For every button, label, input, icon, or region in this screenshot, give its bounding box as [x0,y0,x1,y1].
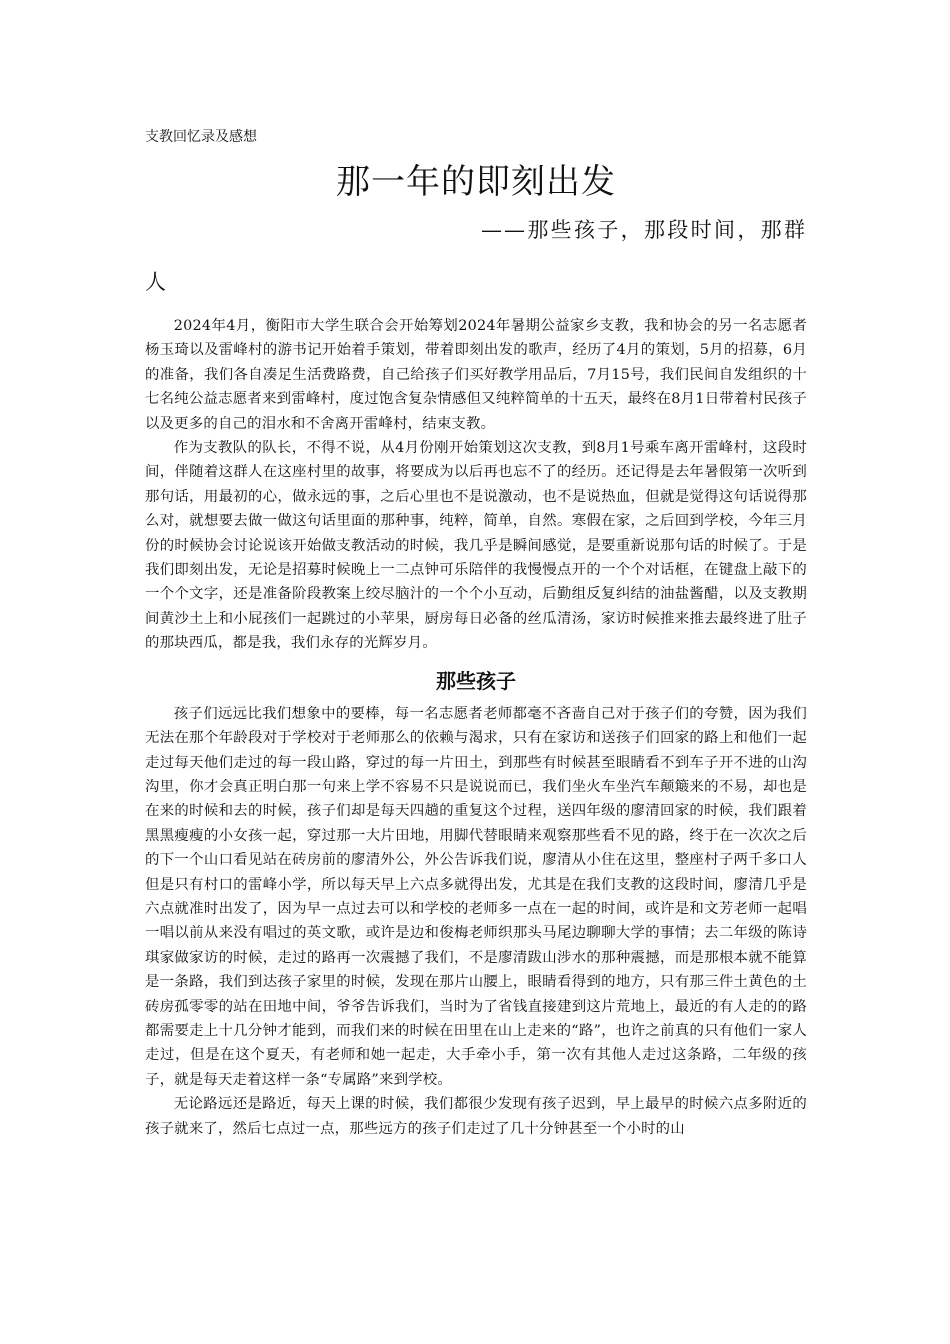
document-subtitle: ——那些孩子，那段时间，那群人 [145,218,807,294]
intro-paragraph: 作为支教队的队长，不得不说，从4月份刚开始策划这次支教，到8月1号乘车离开雷峰村，这段时间，伴随着这群人在这座村里的故事，将要成为以后再也忘不了的经历。还记得是去年暑假第一次听到那句话，用最初的心，做永远的事，之后心里也不是说激动，也不是说热血，但就是觉得这句话说得那么对，就想要去做一做这句话里面的那种事，纯粹，简单，自然。寒假在家，之后回到学校，今年三月份的时候协会讨论说该开始做支教活动的时候，我几乎是瞬间感觉，是要重新说那句话的时候了。于是我们即刻出发，无论是招募时候晚上一二点钟可乐陪伴的我慢慢点开的一个个对话框，在键盘上敲下的一个个文字，还是准备阶段教案上绞尽脑汁的一个个小互动，后勤组反复纠结的油盐酱醋，以及支教期间黄沙土上和小屁孩们一起跳过的小苹果，厨房每日必备的丝瓜清汤，家访时候推来推去最终进了肚子的那块西瓜，都是我，我们永存的光辉岁月。 [145,440,807,652]
section-paragraph: 孩子们远远比我们想象中的要棒，每一名志愿者老师都毫不吝啬自己对于孩子们的夸赞，因为我们无法在那个年龄段对于学校对于老师那么的依赖与渴求，只有在家访和送孩子们回家的路上和他们一起走过每天他们走过的每一段山路，穿过的每一片田土，到那些有时候甚至眼睛看不到车子开不进的山沟沟里，你才会真正明白那一句来上学不容易不只是说说而已，我们坐火车坐汽车颠簸来的不易，却也是在来的时候和去的时候，孩子们却是每天四趟的重复这个过程，送四年级的廖清回家的时候，我们跟着黑黑瘦瘦的小女孩一起，穿过那一大片田地，用脚代替眼睛来观察那些看不见的路，终于在一次次之后的下一个山口看见站在砖房前的廖清外公，外公告诉我们说，廖清从小住在这里，整座村子两千多口人但是只有村口的雷峰小学，所以每天早上六点多就得出发，尤其是在我们支教的这段时间，廖清几乎是六点就准时出发了，因为早一点过去可以和学校的老师多一点在一起的时间，或许是和文芳老师一起唱一唱以前从来没有唱过的英文歌，或许是边和俊梅老师织那头马尾边聊聊大学的事情；去二年级的陈诗琪家做家访的时候，走过的路再一次震撼了我们，不是廖清跋山涉水的那种震撼，而是那根本就不能算是一条路，我们到达孩子家里的时候，发现在那片山腰上，眼睛看得到的地方，只有那三件土黄色的土砖房孤零零的站在田地中间，爷爷告诉我们，当时为了省钱直接建到这片荒地上，最近的有人走的的路都需要走上十几分钟才能到，而我们来的时候在田里在山上走来的“路”，也许之前真的只有他们一家人走过，但是在这个夏天，有老师和她一起走，大手牵小手，第一次有其他人走过这条路，二年级的孩子，就是每天走着这样一条“专属路”来到学校。 [145,705,807,1088]
document-title: 那一年的即刻出发 [336,162,616,202]
intro-paragraph: 2024年4月，衡阳市大学生联合会开始筹划2024年暑期公益家乡支教，我和协会的另一名志愿者杨玉琦以及雷峰村的游书记开始着手策划，带着即刻出发的歌声，经历了4月的策划，5月的招募，6月的准备，我们各自凑足生活费路费，自己给孩子们买好教学用品后，7月15号，我们民间自发组织的十七名纯公益志愿者来到雷峰村，度过饱含复杂情感但又纯粹简单的十五天，最终在8月1日带着村民孩子以及更多的自己的泪水和不舍离开雷峰村，结束支教。 [145,318,807,432]
section-paragraph: 无论路远还是路近，每天上课的时候，我们都很少发现有孩子迟到，早上最早的时候六点多附近的孩子就来了，然后七点过一点，那些远方的孩子们走过了几十分钟甚至一个小时的山 [145,1096,807,1137]
document-header-label: 支教回忆录及感想 [145,129,257,145]
section-heading: 那些孩子 [436,668,516,693]
document-page [145,126,807,1141]
